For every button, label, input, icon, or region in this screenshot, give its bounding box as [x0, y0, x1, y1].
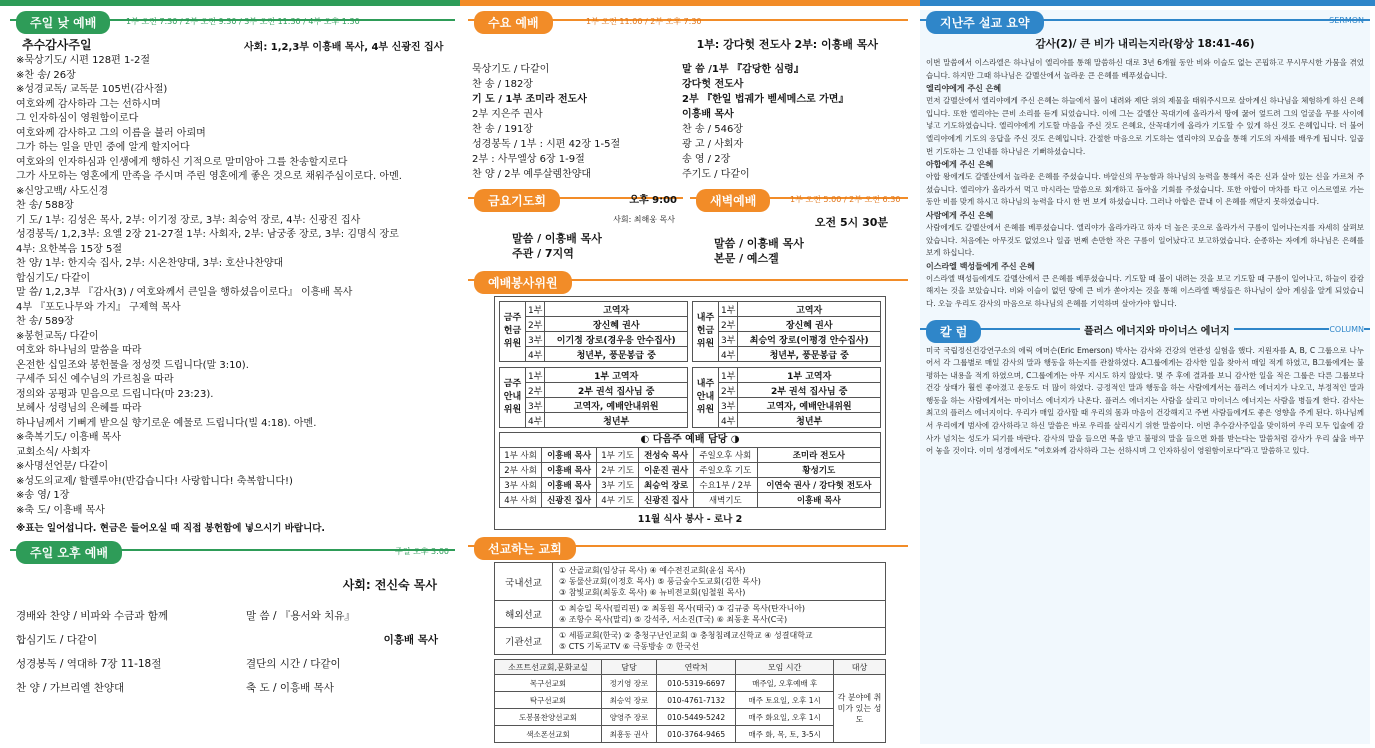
wed-header	[468, 10, 908, 32]
next-duty-cell: 최승억 장로	[639, 478, 694, 493]
fri-lines	[468, 231, 683, 261]
sun-am-line: 여호와께 감사하고 그의 이름을 불러 아뢰며	[16, 127, 206, 139]
dawn-line: 본문 / 예스겔	[714, 252, 779, 265]
next-duty-cell: 이흥배 목사	[757, 493, 880, 508]
club-cell: 양영주 장로	[601, 709, 656, 726]
club-cell: 010-5319-6697	[656, 675, 735, 692]
club-cell: 010-3764-9465	[656, 726, 735, 743]
sun-pm-header	[10, 540, 455, 562]
mission-item: ⑤ CTS 기독교TV ⑥ 극동방송 ⑦ 한국선	[559, 642, 699, 651]
serve-value: 청년부, 풍문봉급 중	[545, 347, 688, 362]
wed-item: 2부 지은주 권사	[472, 109, 543, 120]
sun-pm-item: 경배와 찬양 / 비파와 수금과 함께	[16, 609, 169, 622]
column-header	[920, 319, 1370, 341]
sermon-header	[920, 10, 1370, 32]
club-cell: 010-4761-7132	[656, 692, 735, 709]
next-duty-cell: 2부 사회	[500, 463, 542, 478]
column-head: 플러스 에너지와 마이너스 에너지	[1080, 322, 1234, 337]
club-cell: 매주 토요일, 오후 1시	[736, 692, 834, 709]
mission-item: ③ 참빛교회(최동호 목사) ⑥ 뉴비전교회(임철원 목사)	[559, 588, 746, 597]
serve-value: 고역자, 예배안내위원	[738, 398, 881, 413]
sun-am-line: 합심기도/ 다같이	[16, 272, 91, 284]
mission-item: ④ 조항수 목사(말리) ⑤ 강석주, 서소진(T국) ⑥ 최동훈 목사(C국)	[559, 615, 788, 624]
next-duty-cell: 1부 사회	[500, 448, 542, 463]
serve-part: 2부	[526, 383, 545, 398]
sermon-title: 지난주 설교 요약	[926, 11, 1044, 34]
wed-item: 강다헛 전도사	[682, 79, 744, 90]
sermon-paragraph: 먼저 갈멜산에서 엘리야에게 주신 은혜는 하늘에서 불이 내려와 제단 위의 제물을 태워주시므로 살아계신 하나님을 체험하게 하신 은혜입니다. 또한 엘리야는 큰비 소리를 듣게 되었습니다. 이에 그는 갈멜산 꼭대기에 올라가서 땅에 꿇어 엎드려 그의 얼굴을 무릎 사이에 넣고 기도하였습니다. 엘리야에게 기도할 마음을 주신 것도 은혜요, 산꼭대기에 올라가 기도할 수 있게 하신 것도 은혜입니다. 더 불어 엘리야에게 기도의 응답을 주신 것도 은혜입니다. 간절한 마음으로 기도하는 엘리야의 모습을 통해 기도의 자세를 배우게 됩니다. 일곱 번 기도하는 그 인내를 하나님은 기뻐하셨습니다.	[926, 96, 1364, 156]
fri-line: 말씀 / 이흥배 목사	[512, 232, 602, 245]
wed-item: 이흥배 목사	[682, 109, 734, 120]
wed-title: 수요 예배	[474, 11, 553, 34]
wed-item: 말 씀 /1부 『감당한 심령』	[682, 64, 804, 75]
column-sunday	[10, 10, 455, 744]
serve-part: 3부	[526, 332, 545, 347]
guide-tables	[499, 367, 881, 428]
next-duty-cell: 새벽기도	[694, 493, 758, 508]
wed-item: 기 도 / 1부 조미라 전도사	[472, 94, 587, 105]
serve-part: 4부	[526, 347, 545, 362]
sermon-subhead: 이스라엘 백성들에게 주신 은혜	[926, 261, 1035, 271]
sermon-paragraph: 사람에게도 갈멜산에서 은혜를 베푸셨습니다. 엘리야가 올라가라고 하자 더 높은 곳으로 올라가서 구름이 일어나는지를 자세히 살펴보았습니다. 처음에는 아무것도 없었으나 일곱 번째 손만한 작은 구름이 일어났다고 보고하였습니다. 순종하는 자에게 하나님은 은혜를 보게 하십니다.	[926, 222, 1364, 258]
sun-am-line: 여호와께 감사하라 그는 선하시며	[16, 98, 161, 110]
next-duty-title: ◐ 다음주 예배 담당 ◑	[499, 432, 881, 447]
club-cell: 탁구선교회	[495, 692, 602, 709]
mission-items	[553, 601, 886, 628]
sun-am-line: ※축 도/ 이흥배 목사	[16, 504, 105, 516]
serve-title: 예배봉사위원	[474, 271, 572, 294]
sun-pm-title: 주일 오후 예배	[16, 541, 122, 564]
dawn-time: 1부 오전 5:00 / 2부 오전 6:30	[790, 195, 901, 204]
next-duty-cell: 4부 기도	[597, 493, 639, 508]
next-duty-cell: 수요1부 / 2부	[694, 478, 758, 493]
next-duty-cell: 이연숙 권사 / 강다헛 전도사	[757, 478, 880, 493]
sermon-paragraph: 이번 말씀에서 이스라엘은 하나님이 엘리야를 통해 말씀하신 대로 3년 6개월 동안 비와 이슬도 없는 곤핍하고 무시무시한 가뭄을 겪었습니다. 하지만 그때 하나님은 갈멜산에서 놀라운 큰 은혜를 베푸셨습니다.	[926, 58, 1364, 80]
sermon-paragraph: 아합 왕에게도 갈멜산에서 놀라운 은혜를 주셨습니다. 바알신의 무능함과 하나님의 능력을 통해서 죽은 신과 살아 있는 신을 가르쳐 주셨습니다. 엘리야가 올라가서 먹고 마시라는 말씀으로 회개하고 돌아올 기회를 주셨습니다. 또한 아합이 마차를 타고 이스르엘로 가는 동안 비를 맞게 하시고 하나님의 능력을 다시 한 번 보게 하셨습니다. 그러나 아합은 끝내 이 은혜를 깨닫지 못하였습니다.	[926, 172, 1364, 207]
sermon-tag: SERMON	[1329, 16, 1364, 25]
sun-pm-item: 축 도 / 이흥배 목사	[246, 681, 334, 694]
sun-am-line: 그가 하는 일을 만민 중에 알게 할지어다	[16, 142, 190, 153]
sun-am-line: 구세주 되신 예수님의 가르침을 따라	[16, 374, 174, 385]
wed-item: 성경봉독 / 1부 : 시편 42장 1-5절	[472, 139, 621, 150]
sun-pm-order	[10, 603, 455, 699]
next-duty-cell: 주일오후 기도	[694, 463, 758, 478]
dawn-lines	[690, 236, 908, 266]
sun-am-line: 찬 송/ 589장	[16, 316, 74, 327]
sermon-paragraph: 이스라엘 백성들에게도 갈멜산에서 큰 은혜를 베푸셨습니다. 기도할 때 불이 내려는 것을 보고 기도할 때 구름이 일어나고, 하늘이 캄캄해지는 것을 보았습니다. 비와 이슬이 없던 땅에 큰 비가 쏟아지는 것을 통해 이스라엘 백성들은 하나님이 살아 계심을 알게 되었습니다. 오늘 우리도 감사의 마음으로 하나님의 은혜를 기억하며 살아가야 합니다.	[926, 273, 1364, 308]
top-strip-green	[0, 0, 460, 6]
mission-item: ① 산골교회(임상규 목사) ④ 예수전진교회(윤심 목사)	[559, 566, 746, 575]
top-strip-orange	[460, 0, 920, 6]
sun-am-line: ※성도의교제/ 할렐루야!(반갑습니다! 사랑합니다! 축복합니다!)	[16, 475, 293, 487]
serve-value: 2부 권석 집사님 중	[738, 383, 881, 398]
next-duty-cell: 이운진 권사	[639, 463, 694, 478]
sun-pm-time: 주일 오후 3:00	[395, 547, 449, 556]
column-tag: COLUMN	[1329, 324, 1364, 334]
club-head: 연락처	[656, 660, 735, 675]
next-duty-cell: 3부 사회	[500, 478, 542, 493]
club-head: 소프트선교회,문화교실	[495, 660, 602, 675]
serve-part: 1부	[719, 302, 738, 317]
sun-am-subtitle: 추수감사주일	[22, 38, 92, 52]
wed-item: 주기도 / 다같이	[682, 169, 750, 180]
club-head: 담당	[601, 660, 656, 675]
club-head: 모임 시간	[736, 660, 834, 675]
sun-am-line: ※신앙고백/ 사도신경	[16, 185, 109, 197]
fri-header	[468, 188, 683, 210]
next-duty-cell: 4부 사회	[500, 493, 542, 508]
sun-pm-item: 합심기도 / 다같이	[16, 633, 98, 646]
serve-value: 이기정 장로(경우응 안수집사)	[545, 332, 688, 347]
column-body: 미국 국립정신건강연구소의 에릭 에머슨(Eric Emerson) 박사는 감사와 건강의 연관성 실험을 했다. 지원자를 A, B, C 그룹으로 나누어서 각 그룹별로 매일 감사의 말과 행동을 하는지를 관찰하였다. A그룹에게는 감사한 일을 찾아서 매일 적게 하였고, B그룹에게는 불평하는 내용을 적게 하였으며, C그룹에게는 아무 지시도 하지 않았다. 몇 주 후에 결과를 보니 감사한 일을 적은 그룹은 다른 그룹보다 건강 상태가 훨씬 좋아졌고 운동도 더 많이 하였다. 긍정적인 말과 행동을 하는 사람에게서는 플러스 에너지가 나오고, 부정적인 말과 행동을 하는 사람에게서는 마이너스 에너지가 나온다. 플러스 에너지는 사람을 살리고 마이너스 에너지는 사람을 병들게 한다. 감사는 최고의 플러스 에너지이다. 우리가 매일 감사할 때 우리의 몸과 마음이 건강해지고 주변 사람들에게도 좋은 영향을 주게 된다. 하나님께서 우리에게 범사에 감사하라고 하신 말씀은 바로 우리를 살리시기 위한 말씀이다. 이번 추수감사주일을 맞이하여 우리 모두 입술에 감사가 넘치는 성도가 되기를 바란다. 감사의 말을 들으면 복을 받고 불평의 말을 들으면 화를 받는다는 말씀처럼 감사가 우리 삶을 바꾸어 놓을 것이다. 이미 성경에서도 "여호와께 감사하라 그는 선하시며 그 인자하심이 영원함이로다"라고 말씀하고 있다.	[926, 345, 1364, 456]
serve-value: 청년부	[545, 413, 688, 428]
wed-order	[468, 62, 908, 182]
dawn-title: 새벽예배	[696, 189, 770, 212]
next-duty-cell: 3부 기도	[597, 478, 639, 493]
serve-part: 2부	[526, 317, 545, 332]
mission-item: ② 동물산교회(이정호 목사) ⑤ 풍금숲수도교회(김한 목사)	[559, 577, 761, 586]
serve-value: 청년부	[738, 413, 881, 428]
sun-am-line: ※성경교독/ 교독문 105번(감사절)	[16, 84, 168, 95]
serve-label: 내주 헌금 위원	[693, 302, 719, 362]
mission-label: 국내선교	[495, 563, 553, 601]
club-cell: 매주일, 오후예배 후	[736, 675, 834, 692]
wed-item: 찬 송 / 182장	[472, 79, 533, 90]
sun-am-header	[10, 10, 455, 32]
sun-am-line: 여호와 하나님의 말씀을 따라	[16, 345, 142, 356]
column-weekday	[468, 10, 908, 744]
sun-am-line: 그 인자하심이 영원함이로다	[16, 113, 139, 124]
sermon-subhead: 엘리야에게 주신 은혜	[926, 84, 1002, 94]
club-cell: 매주 화요일, 오후 1시	[736, 709, 834, 726]
next-duty-cell: 이흥배 목사	[542, 448, 597, 463]
sun-am-line: 그가 사모하는 영혼에게 만족을 주시며 주린 영혼에게 좋은 것으로 채워주심이로다. 아멘.	[16, 171, 402, 182]
dawn-header	[690, 188, 908, 210]
serve-value: 1부 고역자	[545, 368, 688, 383]
serve-part: 4부	[719, 413, 738, 428]
sun-am-line: 4부: 요한복음 15장 5절	[16, 243, 122, 255]
serve-value: 청년부, 풍문봉급 중	[738, 347, 881, 362]
sermon-subhead: 아합에게 주신 은혜	[926, 160, 994, 170]
sun-am-line: 여호와의 인자하심과 인생에게 행하신 기적으로 말미암아 그를 찬송할지로다	[16, 156, 348, 168]
club-cell: 010-5449-5242	[656, 709, 735, 726]
dawn-line: 말씀 / 이흥배 목사	[714, 237, 804, 250]
sun-am-line: 교회소식/ 사회자	[16, 446, 91, 458]
club-target: 각 분야에 취미가 있는 성도	[834, 675, 886, 743]
sermon-head: 감사(2)/ 큰 비가 내리는지라(왕상 18:41-46)	[1035, 38, 1255, 50]
lunch-note: 11월 식사 봉사 - 로나 2	[637, 514, 743, 525]
serve-part: 2부	[719, 317, 738, 332]
sun-am-line: 하나님께서 기뻐게 받으실 향기로운 예물로 드립니다(빌 4:18). 아멘.	[16, 417, 317, 429]
next-duty-cell: 이흥배 목사	[542, 478, 597, 493]
serve-part: 2부	[719, 383, 738, 398]
serve-part: 4부	[526, 413, 545, 428]
wed-item: 찬 송 / 546장	[682, 124, 743, 135]
sermon-body	[920, 57, 1370, 311]
sun-am-line: ※송 영/ 1장	[16, 490, 70, 501]
dawn-time2: 오전 5시 30분	[814, 216, 888, 229]
sun-am-line: 말 씀/ 1,2,3부 『감사(3) / 여호와께서 큰일을 행하셨음이로다』 이흥배 목사	[16, 287, 353, 298]
serve-part: 3부	[526, 398, 545, 413]
sun-am-line: ※축복기도/ 이흥배 목사	[16, 432, 122, 443]
sun-am-title: 주일 낮 예배	[16, 11, 110, 34]
mission-item: ① 최승일 목사(필리핀) ② 최동원 목사(태국) ③ 김규중 목사(탄자니아)	[559, 604, 806, 613]
serve-part: 4부	[719, 347, 738, 362]
club-cell: 정기영 장로	[601, 675, 656, 692]
wed-item: 묵상기도 / 다같이	[472, 64, 550, 75]
next-duty-cell: 전성숙 목사	[639, 448, 694, 463]
sun-pm-leader: 사회: 전신숙 목사	[342, 578, 437, 592]
club-cell: 최흥동 권사	[601, 726, 656, 743]
sun-am-line: 찬 양/ 1부: 한지숙 집사, 2부: 시온찬양대, 3부: 호산나찬양대	[16, 258, 284, 269]
sun-am-times: 1부 오전 7:30 / 2부 오전 9:30 / 3부 오전 11:30 / 4부 오후 1:30	[126, 17, 360, 26]
wed-leader: 1부: 강다헛 전도사 2부: 이흥배 목사	[696, 38, 878, 51]
fri-leader: 사회: 최해웅 목사	[613, 215, 675, 224]
next-duty-cell: 신광진 집사	[542, 493, 597, 508]
serve-label: 내주 안내 위원	[693, 368, 719, 428]
sun-am-line: ※봉헌교독/ 다같이	[16, 330, 99, 342]
serve-label: 금주 안내 위원	[500, 368, 526, 428]
serve-box	[494, 296, 886, 530]
serve-part: 1부	[526, 368, 545, 383]
mission-label: 해외선교	[495, 601, 553, 628]
serve-part: 1부	[719, 368, 738, 383]
serve-value: 고역자	[545, 302, 688, 317]
sun-am-line: 보혜사 성령님의 은혜를 따라	[16, 403, 142, 414]
serve-value: 2부 권석 집사님 중	[545, 383, 688, 398]
sun-am-line: 4부 『포도나무와 가지』 구제혁 목사	[16, 301, 181, 313]
sun-am-line: 성경봉독/ 1,2,3부: 요엘 2장 21-27절 1부: 사회자, 2부: 남궁종 장로, 3부: 김명식 장로	[16, 229, 399, 240]
fri-time: 오후 9:00	[629, 195, 677, 206]
mission-items	[553, 563, 886, 601]
serve-header	[468, 270, 908, 292]
next-duty-cell: 황성기도	[757, 463, 880, 478]
serve-part: 3부	[719, 398, 738, 413]
wed-item: 광 고 / 사회자	[682, 139, 744, 150]
next-duty-cell: 1부 기도	[597, 448, 639, 463]
next-duty-cell: 2부 기도	[597, 463, 639, 478]
sun-pm-item: 이흥배 목사	[383, 633, 438, 646]
offer-tables	[499, 301, 881, 362]
club-cell: 도봉몸찬양선교회	[495, 709, 602, 726]
next-duty-cell: 신광진 집사	[639, 493, 694, 508]
club-cell: 매주 화, 목, 토, 3-5시	[736, 726, 834, 743]
mission-label: 기관선교	[495, 628, 553, 655]
mission-items	[553, 628, 886, 655]
club-cell: 최승억 장로	[601, 692, 656, 709]
column-sermon	[920, 10, 1370, 744]
wed-time: 1부 오전 11:00 / 2부 오후 7:30	[586, 17, 702, 26]
next-duty-cell: 이흥배 목사	[542, 463, 597, 478]
wed-item: 찬 양 / 2부 예루살렘찬양대	[472, 169, 592, 180]
sun-am-line: 온전한 십일조와 봉헌물을 정성껏 드립니다(말 3:10).	[16, 359, 249, 371]
wed-item: 2부 : 사무엘상 6장 1-9절	[472, 154, 585, 165]
sermon-subhead: 사람에게 주신 은혜	[926, 210, 994, 220]
sun-am-order	[10, 54, 455, 518]
fri-title: 금요기도회	[474, 189, 560, 212]
serve-part: 3부	[719, 332, 738, 347]
sun-am-leader: 사회: 1,2,3부 이흥배 목사, 4부 신광진 집사	[244, 42, 444, 53]
top-strip-blue	[920, 0, 1375, 6]
fri-dawn-block	[468, 188, 908, 266]
sun-pm-item: 찬 양 / 가브리엘 찬양대	[16, 681, 125, 694]
sun-pm-item: 말 씀 / 『용서와 치유』	[246, 609, 355, 622]
sun-pm-item: 결단의 시간 / 다같이	[246, 657, 341, 670]
club-head: 대상	[834, 660, 886, 675]
mission-header	[468, 536, 908, 558]
serve-part: 1부	[526, 302, 545, 317]
sun-am-line: ※사명선언문/ 다같이	[16, 461, 109, 472]
serve-value: 최승억 장로(이평경 안수집사)	[738, 332, 881, 347]
club-cell: 색소폰선교회	[495, 726, 602, 743]
club-cell: 목구선교회	[495, 675, 602, 692]
sun-am-line: 기 도/ 1부: 김성은 목사, 2부: 이기정 장로, 3부: 최승억 장로, 4부: 신광진 집사	[16, 214, 361, 226]
sun-am-note: ※표는 일어섭니다. 현금은 들어오실 때 직접 봉헌함에 넣으시기 바랍니다.	[16, 523, 326, 534]
mission-title: 선교하는 교회	[474, 537, 576, 560]
serve-value: 장신혜 권사	[545, 317, 688, 332]
wed-item: 송 영 / 2장	[682, 154, 731, 165]
sun-am-line: 정의와 공평과 믿음으로 드립니다(마 23:23).	[16, 388, 214, 400]
serve-value: 고역자, 예배안내위원	[545, 398, 688, 413]
next-duty-cell: 조미라 전도사	[757, 448, 880, 463]
sun-am-line: 찬 송/ 588장	[16, 200, 74, 211]
serve-value: 장신혜 권사	[738, 317, 881, 332]
next-duty-cell: 주일오후 사회	[694, 448, 758, 463]
serve-value: 1부 고역자	[738, 368, 881, 383]
serve-value: 고역자	[738, 302, 881, 317]
sun-am-line: ※묵상기도/ 시편 128편 1-2절	[16, 55, 150, 66]
serve-label: 금주 헌금 위원	[500, 302, 526, 362]
sun-pm-item: 성경봉독 / 역대하 7장 11-18절	[16, 657, 162, 670]
mission-item: ① 세뜸교회(한국) ② 충청구난인교회 ③ 충청침례교신학교 ④ 성결대학교	[559, 631, 813, 640]
wed-item: 찬 송 / 191장	[472, 124, 533, 135]
sun-am-line: ※찬 송/ 26장	[16, 69, 76, 81]
wed-item: 2부 『한일 법궤가 벧세메스로 가면』	[682, 94, 849, 105]
fri-line: 주관 / 7지역	[512, 247, 574, 260]
column-title: 칼 럼	[926, 320, 981, 343]
